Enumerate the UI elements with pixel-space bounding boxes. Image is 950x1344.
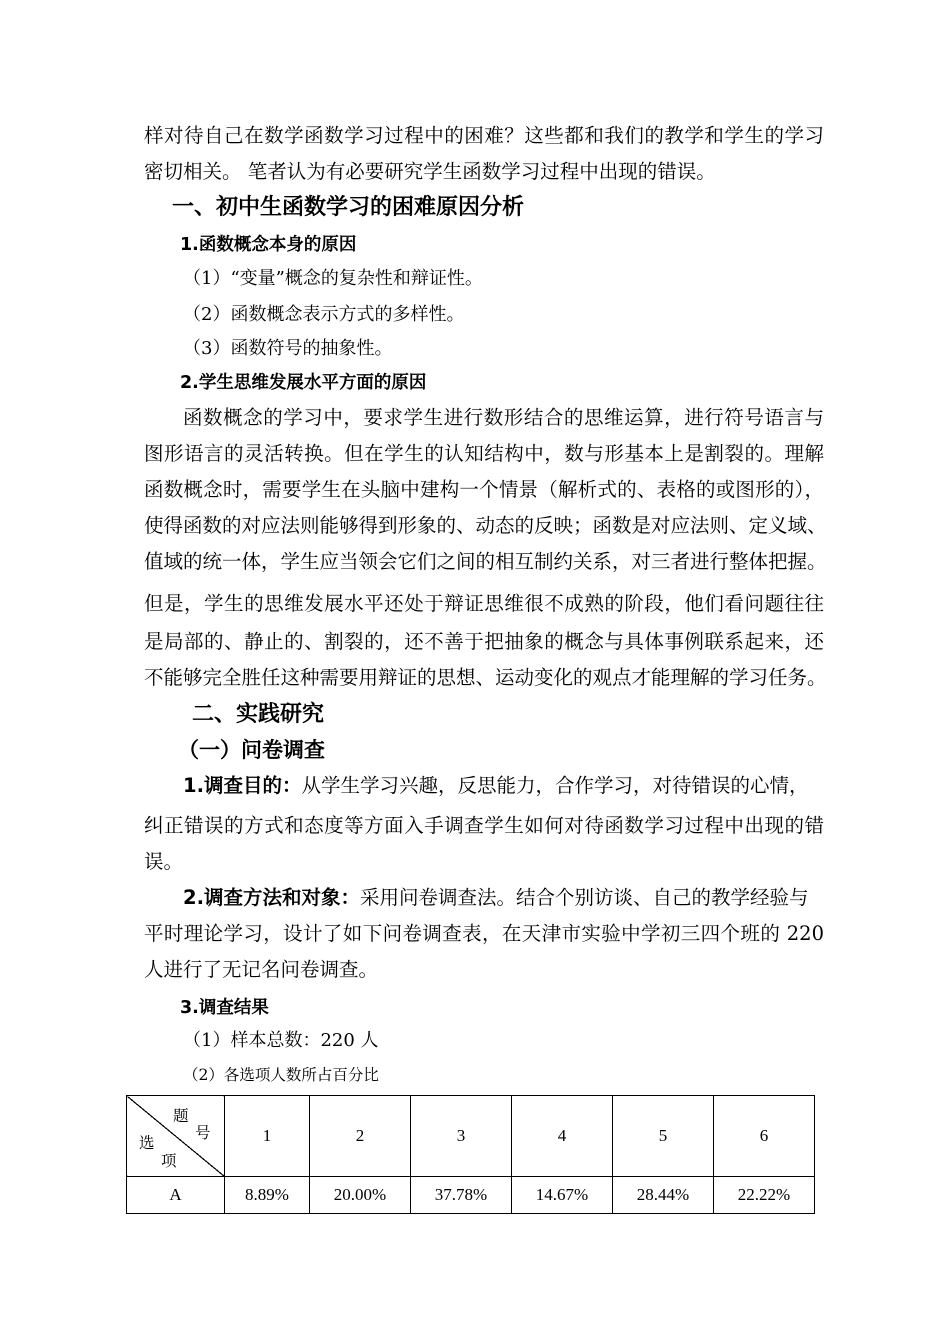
purpose-line-3: 误。 (144, 850, 184, 873)
section1-heading: 一、初中生函数学习的困难原因分析 (172, 195, 525, 220)
body-line: 值域的统一体，学生应当领会它们之间的相互制约关系，对三者进行整体把握。 (144, 550, 827, 573)
column-header: 6 (713, 1096, 814, 1177)
table-cell: 37.78% (410, 1177, 511, 1214)
body-line: 不能够完全胜任这种需要用辩证的思想、运动变化的观点才能理解的学习任务。 (144, 666, 827, 689)
method-line-2: 平时理论学习，设计了如下问卷调查表，在天津市实验中学初三四个班的 220 (144, 922, 824, 945)
section2-subheading: （一）问卷调查 (178, 738, 325, 762)
results-heading: 3.调查结果 (180, 998, 269, 1018)
table-row (127, 1177, 815, 1214)
section2-heading: 二、实践研究 (192, 702, 325, 727)
section1-sub1-heading: 1.函数概念本身的原因 (180, 235, 357, 255)
method-text: 采用问卷调查法。结合个别访谈、自己的教学经验与 (359, 886, 809, 909)
column-header: 1 (225, 1096, 310, 1177)
list-item: （2）函数概念表示方式的多样性。 (183, 304, 465, 325)
corner-label-xuan: 选 (139, 1134, 155, 1152)
section1-sub2-heading: 2.学生思维发展水平方面的原因 (180, 373, 427, 393)
intro-line-2: 密切相关。 笔者认为有必要研究学生函数学习过程中出现的错误。 (144, 160, 716, 183)
column-header: 4 (511, 1096, 612, 1177)
survey-table (126, 1095, 815, 1214)
table-cell: 14.67% (511, 1177, 612, 1214)
column-header: 5 (612, 1096, 713, 1177)
purpose-line-2: 纠正错误的方式和态度等方面入手调查学生如何对待函数学习过程中出现的错 (144, 814, 824, 837)
percent-caption: （2）各选项人数所占百分比 (183, 1066, 379, 1084)
sample-size-line: （1）样本总数：220 人 (183, 1030, 379, 1051)
column-header: 3 (410, 1096, 511, 1177)
corner-label-hao: 号 (195, 1124, 211, 1142)
body-line: 使得函数的对应法则能够得到形象的、动态的反映；函数是对应法则、定义域、 (144, 514, 827, 537)
purpose-line-1 (183, 774, 824, 798)
purpose-label: 1.调查目的： (183, 774, 302, 797)
body-line: 函数概念的学习中，要求学生进行数形结合的思维运算，进行符号语言与 (183, 406, 824, 429)
list-item: （1）“变量”概念的复杂性和辩证性。 (183, 268, 483, 289)
table-header-row (127, 1096, 815, 1177)
table-cell: 28.44% (612, 1177, 713, 1214)
body-line: 函数概念时，需要学生在头脑中建构一个情景（解析式的、表格的或图形的）， (144, 478, 824, 501)
method-line-3: 人进行了无记名问卷调查。 (144, 958, 379, 981)
corner-label-ti: 题 (173, 1107, 189, 1125)
body-line: 但是，学生的思维发展水平还处于辩证思维很不成熟的阶段，他们看问题往往 (144, 592, 824, 615)
list-item: （3）函数符号的抽象性。 (183, 338, 393, 359)
table-cell: 8.89% (225, 1177, 310, 1214)
intro-line-1: 样对待自己在数学函数学习过程中的困难？这些都和我们的教学和学生的学习 (144, 124, 824, 147)
column-header: 2 (309, 1096, 410, 1177)
body-line: 是局部的、静止的、割裂的，还不善于把抽象的概念与具体事例联系起来，还 (144, 630, 824, 653)
method-line-1 (183, 886, 824, 910)
purpose-text: 从学生学习兴趣，反思能力，合作学习，对待错误的心情， (301, 774, 809, 797)
method-label: 2.调查方法和对象： (183, 886, 360, 909)
table-cell: 22.22% (713, 1177, 814, 1214)
table-corner-cell (127, 1096, 225, 1177)
body-line: 图形语言的灵活转换。但在学生的认知结构中，数与形基本上是割裂的。理解 (144, 442, 824, 465)
row-label: A (127, 1177, 225, 1214)
table-cell: 20.00% (309, 1177, 410, 1214)
corner-label-xiang: 项 (161, 1152, 177, 1170)
